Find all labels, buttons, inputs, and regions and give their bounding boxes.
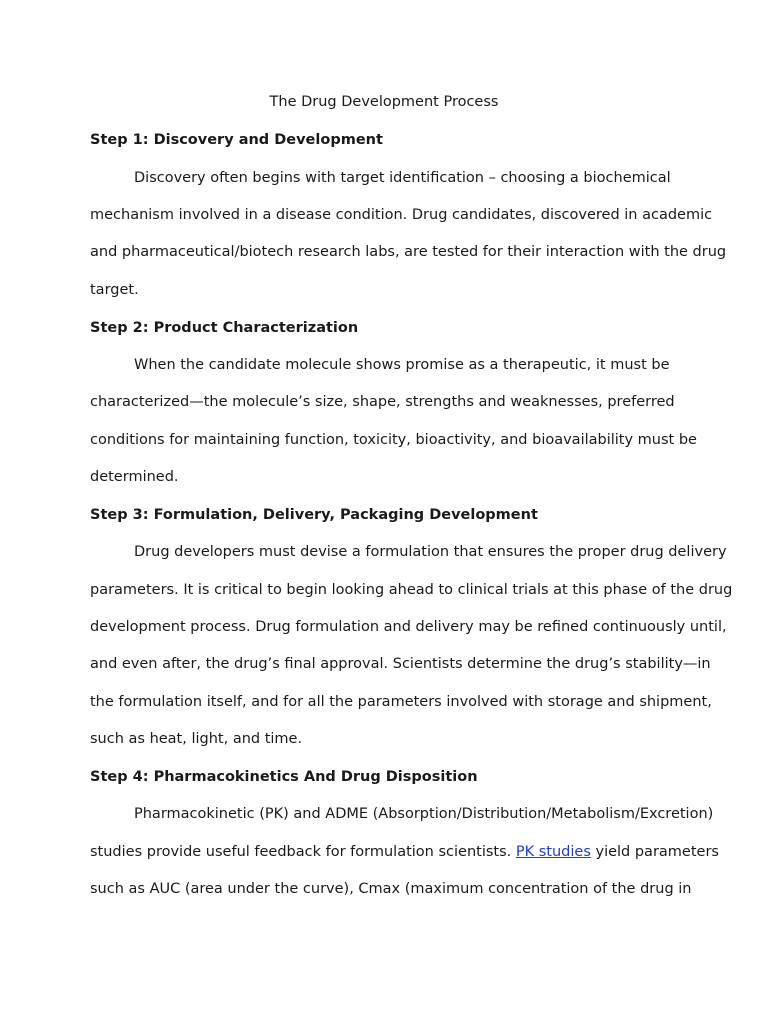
step-3-line-6: such as heat, light, and time. xyxy=(90,731,303,747)
step-2-line-3: conditions for maintaining function, toxicity, bioactivity, and bioavailability must be xyxy=(90,432,697,448)
step-2-line-4: determined. xyxy=(90,469,179,485)
step-4-line-1: Pharmacokinetic (PK) and ADME (Absorption/Distribution/Metabolism/Excretion) xyxy=(134,806,714,822)
step-4-line-3: such as AUC (area under the curve), Cmax (maximum concentration of the drug in xyxy=(90,881,692,897)
step-4-line-2-text-before: studies provide useful feedback for formulation scientists. xyxy=(90,844,516,860)
step-3-line-4: and even after, the drug’s final approval. Scientists determine the drug’s stability—in xyxy=(90,656,711,672)
step-4-heading: Step 4: Pharmacokinetics And Drug Disposition xyxy=(90,769,478,785)
pk-studies-link[interactable]: PK studies xyxy=(515,844,591,860)
step-3-heading: Step 3: Formulation, Delivery, Packaging Development xyxy=(90,507,538,523)
step-2-line-2: characterized—the molecule’s size, shape, strengths and weaknesses, preferred xyxy=(90,394,675,410)
step-1-line-2: mechanism involved in a disease condition. Drug candidates, discovered in academic xyxy=(90,207,713,223)
step-3-line-5: the formulation itself, and for all the parameters involved with storage and shipment, xyxy=(90,694,712,710)
step-1-line-1: Discovery often begins with target identification – choosing a biochemical xyxy=(134,170,671,186)
step-1-heading: Step 1: Discovery and Development xyxy=(90,132,383,148)
step-4-line-2-text-after: yield parameters xyxy=(590,844,719,860)
step-3-line-1: Drug developers must devise a formulation that ensures the proper drug delivery xyxy=(134,544,727,560)
step-3-line-3: development process. Drug formulation and delivery may be refined continuously until, xyxy=(90,619,727,635)
step-4-line-2 xyxy=(90,842,719,862)
step-3-line-2: parameters. It is critical to begin looking ahead to clinical trials at this phase of the drug xyxy=(90,582,733,598)
step-1-line-4: target. xyxy=(90,282,139,298)
step-2-heading: Step 2: Product Characterization xyxy=(90,320,359,336)
document-title: The Drug Development Process xyxy=(269,94,499,110)
step-1-line-3: and pharmaceutical/biotech research labs, are tested for their interaction with the drug xyxy=(90,244,727,260)
step-2-line-1: When the candidate molecule shows promise as a therapeutic, it must be xyxy=(134,357,670,373)
